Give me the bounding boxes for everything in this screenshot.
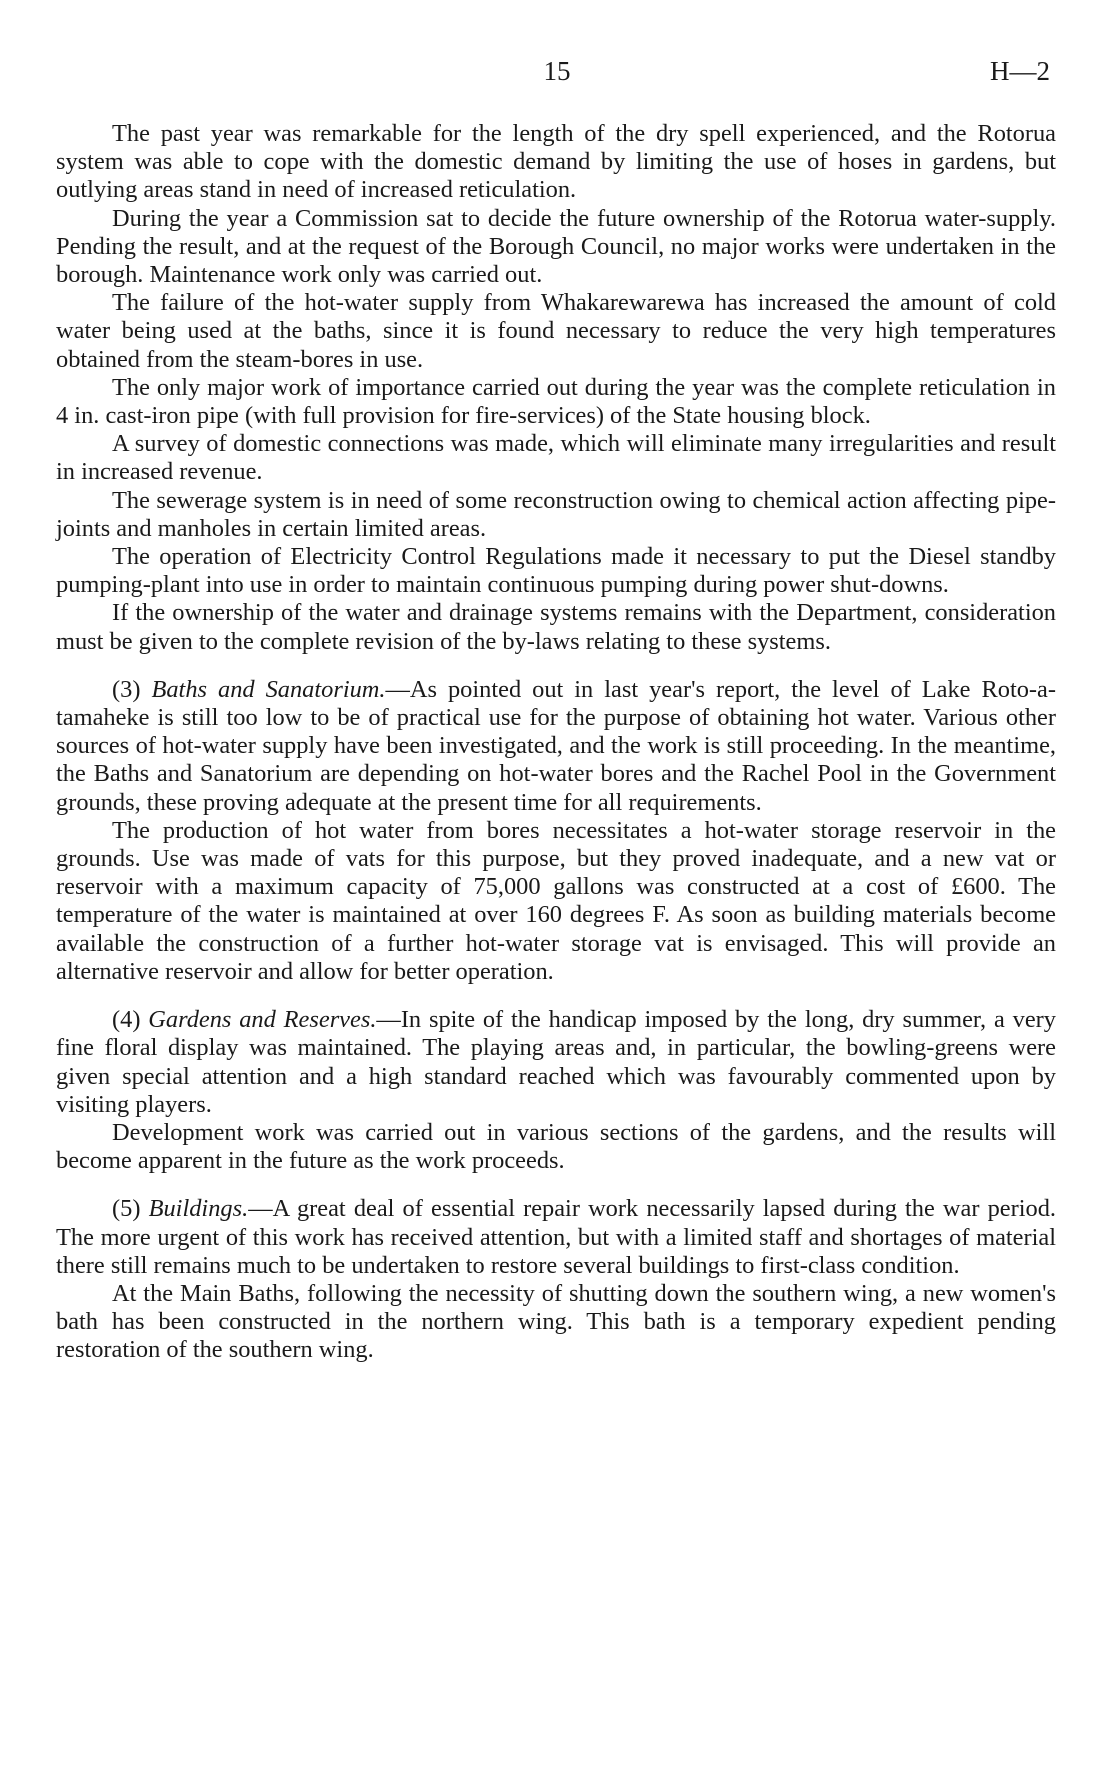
section-text: —A great deal of essential repair work necessarily lapsed during the war period. The more urgent of this work has received attention, but with a limited staff and shortages of material there still remains much to be undertaken to restore several buildings to first-class condition. bbox=[56, 1195, 1056, 1279]
paragraph-gardens-reserves bbox=[56, 1006, 1056, 1119]
paragraph-development-work: Development work was carried out in various sections of the gardens, and the results will become apparent in the future as the work proceeds. bbox=[56, 1118, 1056, 1175]
paragraph-sewerage: The sewerage system is in need of some reconstruction owing to chemical action affecting pipe-joints and manholes in certain limited areas. bbox=[56, 486, 1056, 542]
page-number: 15 bbox=[543, 56, 571, 86]
section-number: (4) bbox=[112, 1006, 141, 1034]
body-text bbox=[56, 120, 1056, 1365]
section-text: —As pointed out in last year's report, the level of Lake Roto-a-tamaheke is still too low to be of practical use for the purpose of obtaining hot water. Various other sources of hot-water supply have been investigated, and the work is still proceeding. In the meantime, the Baths and Sanatorium are depending on hot-water bores and the Rachel Pool in the Government grounds, these proving adequate at the present time for all requirements. bbox=[56, 675, 1056, 816]
paragraph-survey: A survey of domestic connections was made, which will eliminate many irregularities and result in increased revenue. bbox=[56, 430, 1056, 486]
paragraph-buildings bbox=[56, 1195, 1056, 1280]
section-number: (3) bbox=[112, 675, 141, 703]
document-reference: H—2 bbox=[990, 56, 1050, 86]
section-text: —In spite of the handicap imposed by the long, dry summer, a very fine floral display was maintained. The playing areas and, in particular, the bowling-greens were given special attention and a high standard reached which was favourably commented upon by visiting players. bbox=[56, 1006, 1056, 1118]
section-heading-baths: Baths and Sanatorium. bbox=[151, 675, 386, 703]
page-header bbox=[0, 56, 1114, 90]
paragraph-main-baths: At the Main Baths, following the necessity of shutting down the southern wing, a new women's bath has been constructed in the northern wing. This bath is a temporary expedient pending restoration of the southern wing. bbox=[56, 1279, 1056, 1364]
section-number: (5) bbox=[112, 1195, 141, 1223]
section-heading-gardens: Gardens and Reserves. bbox=[148, 1006, 377, 1034]
paragraph-dry-spell: The past year was remarkable for the length of the dry spell experienced, and the Rotorua system was able to cope with the domestic demand by limiting the use of hoses in gardens, but outlying areas stand in need of increased reticulation. bbox=[56, 120, 1056, 204]
paragraph-commission: During the year a Commission sat to decide the future ownership of the Rotorua water-supply. Pending the result, and at the request of the Borough Council, no major works were undertaken in the borough. Maintenance work only was carried out. bbox=[56, 204, 1056, 289]
paragraph-hot-water-failure: The failure of the hot-water supply from Whakarewarewa has increased the amount of cold water being used at the baths, since it is found necessary to reduce the very high temperatures obtained from the steam-bores in use. bbox=[56, 289, 1056, 373]
paragraph-hot-water-storage: The production of hot water from bores necessitates a hot-water storage reservoir in the grounds. Use was made of vats for this purpose, but they proved inadequate, and a new vat or reservoir with a maximum capacity of 75,000 gallons was constructed at a cost of £600. The temperature of the water is maintained at over 160 degrees F. As soon as building materials become available the construction of a further hot-water storage vat is envisaged. This will provide an alternative reservoir and allow for better operation. bbox=[56, 816, 1056, 985]
paragraph-baths-sanatorium bbox=[56, 676, 1056, 817]
paragraph-reticulation: The only major work of importance carried out during the year was the complete reticulation in 4 in. cast-iron pipe (with full provision for fire-services) of the State housing block. bbox=[56, 373, 1056, 430]
section-heading-buildings: Buildings. bbox=[148, 1195, 249, 1223]
paragraph-by-laws: If the ownership of the water and drainage systems remains with the Department, consideration must be given to the complete revision of the by-laws relating to these systems. bbox=[56, 599, 1056, 655]
paragraph-electricity-control: The operation of Electricity Control Regulations made it necessary to put the Diesel standby pumping-plant into use in order to maintain continuous pumping during power shut-downs. bbox=[56, 543, 1056, 599]
